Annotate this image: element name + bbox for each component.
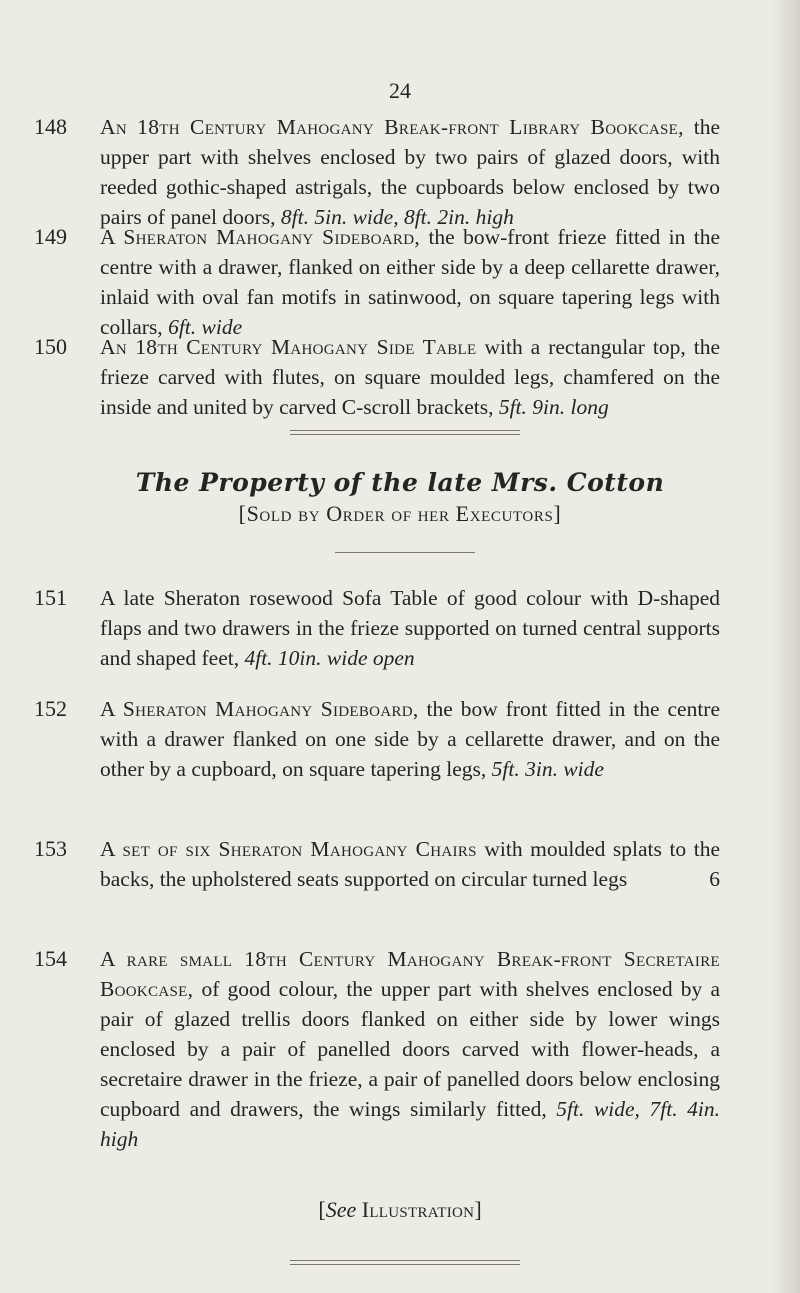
- illustration-note: [0, 1197, 800, 1223]
- heading-divider: [335, 552, 475, 553]
- lot-number: 148: [34, 114, 67, 139]
- lot-153: [34, 834, 720, 894]
- lot-title: A Sheraton Mahogany Sideboard,: [100, 225, 421, 249]
- lot-150: [34, 332, 721, 422]
- heading-subtitle: [Sold by Order of her Executors]: [238, 501, 562, 526]
- lot-description: [100, 332, 720, 422]
- page-edge-shadow: [772, 0, 800, 1293]
- lot-text: with a rectangular top, the frieze carved with flutes, on square moulded legs, chamfered on the inside and united by carved C-scroll brackets,: [100, 335, 721, 419]
- lot-number: 154: [34, 946, 67, 971]
- lot-number: 150: [34, 334, 67, 359]
- lot-154: [34, 944, 720, 1154]
- lot-text: the upper part with shelves enclosed by two pairs of glazed doors, with reeded gothic-shaped astrigals, the cupboards below enclosed by two pairs of panel doors,: [100, 115, 720, 229]
- heading-title: The Property of the late Mrs. Cotton: [135, 468, 665, 497]
- lot-title: An 18th Century Mahogany Side Table: [100, 335, 477, 359]
- lot-number: 152: [34, 696, 67, 721]
- section-divider: [290, 430, 520, 435]
- bracket-open: [: [318, 1197, 326, 1222]
- lot-152: [34, 694, 720, 784]
- lot-dimensions: 6ft. wide: [168, 315, 243, 339]
- lot-dimensions: 5ft. 3in. wide: [491, 757, 604, 781]
- lot-148: [34, 112, 720, 232]
- lot-number: 149: [34, 224, 67, 249]
- lot-dimensions: 5ft. wide, 7ft. 4in. high: [100, 1097, 720, 1151]
- lot-title: A Sheraton Mahogany Sideboard,: [100, 697, 419, 721]
- lot-description: [100, 222, 720, 342]
- lot-151: [34, 583, 720, 673]
- lot-number: 151: [34, 585, 67, 610]
- illustration-label: Illustration: [361, 1197, 475, 1222]
- lot-dimensions: 5ft. 9in. long: [498, 395, 609, 419]
- lot-number: 153: [34, 836, 67, 861]
- lot-dimensions: 8ft. 5in. wide, 8ft. 2in. high: [280, 205, 514, 229]
- lot-description: [100, 583, 720, 673]
- lot-description: [100, 834, 720, 894]
- lot-text: the bow-front frieze fitted in the centre with a drawer, flanked on either side by a deep cellarette drawer, inlaid with oval fan motifs in satinwood, on square tapering legs with collars,: [100, 225, 720, 339]
- lot-text: the bow front fitted in the centre with a drawer flanked on one side by a cellarette drawer, and on the other by a cupboard, on square tapering legs,: [100, 697, 720, 781]
- lot-title: A rare small 18th Century Mahogany Break-front Secretaire Bookcase,: [100, 947, 720, 1001]
- lot-count: 6: [709, 867, 720, 891]
- see-label: See: [325, 1197, 357, 1222]
- lot-title: An 18th Century Mahogany Break-front Library Bookcase,: [100, 115, 684, 139]
- section-heading: [0, 468, 800, 527]
- lot-description: [100, 694, 720, 784]
- bracket-close: ]: [474, 1197, 482, 1222]
- end-divider: [290, 1260, 520, 1265]
- lot-description: [100, 112, 720, 232]
- lot-description: [100, 944, 720, 1154]
- lot-text: A late Sheraton rosewood Sofa Table of good colour with D-shaped flaps and two drawers in the frieze supported on turned central supports and shaped feet,: [100, 586, 720, 670]
- page-number: 24: [389, 78, 411, 103]
- lot-149: [34, 222, 720, 342]
- lot-text: with moulded splats to the backs, the upholstered seats supported on circular turned legs: [100, 837, 720, 891]
- lot-text: of good colour, the upper part with shelves enclosed by a pair of glazed trellis doors flanked on either side by lower wings enclosed by a pair of panelled doors carved with flower-heads, a secretaire drawer in the frieze, a pair of panelled doors below enclosing cupboard and drawers, the wings similarly fitted,: [100, 977, 720, 1121]
- lot-title: A set of six Sheraton Mahogany Chairs: [100, 837, 477, 861]
- lot-dimensions: 4ft. 10in. wide open: [244, 646, 415, 670]
